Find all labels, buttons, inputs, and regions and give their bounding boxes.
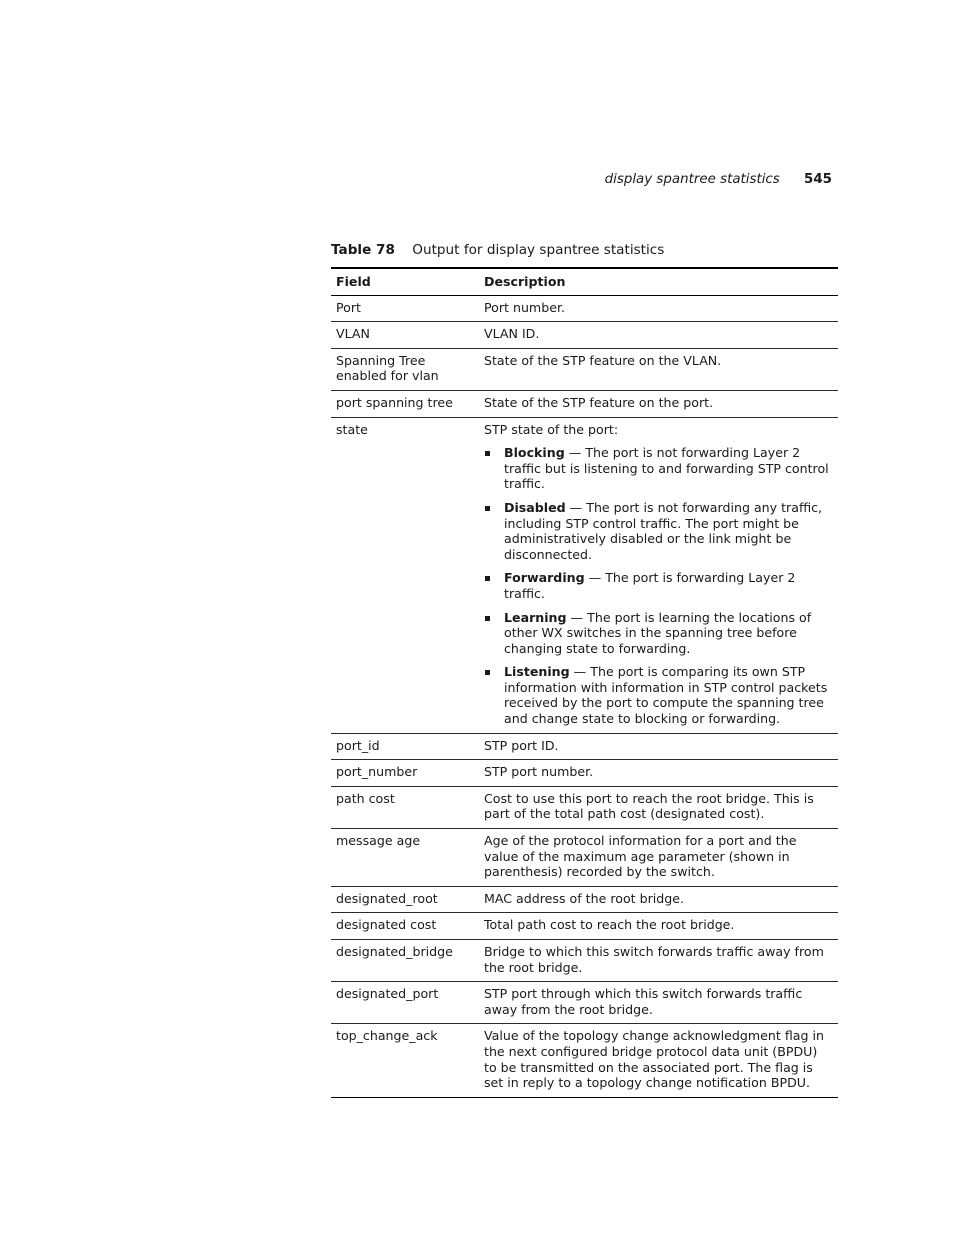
state-term: Blocking [504, 445, 565, 461]
state-list [484, 445, 833, 727]
field-cell: path cost [331, 786, 479, 828]
description-cell: Age of the protocol information for a port and the value of the maximum age parameter (shown in parenthesis) recorded by the switch. [479, 829, 838, 887]
table-row [331, 733, 838, 760]
state-term: Learning [504, 609, 567, 625]
table-row [331, 829, 838, 887]
table-caption-text: Output for display spantree statistics [412, 242, 665, 258]
description-cell: Value of the topology change acknowledgment flag in the next configured bridge protocol data unit (BPDU) to be transmitted on the associated port. The flag is set in reply to a topology change notification BPDU. [479, 1024, 838, 1097]
table-row [331, 417, 838, 733]
table-row [331, 390, 838, 417]
field-cell: state [331, 417, 479, 733]
page-number: 545 [804, 172, 832, 187]
field-cell: VLAN [331, 322, 479, 349]
list-item [484, 664, 833, 726]
state-term: Listening [504, 664, 570, 680]
field-cell: port_number [331, 760, 479, 787]
description-cell: STP port number. [479, 760, 838, 787]
description-cell: State of the STP feature on the VLAN. [479, 348, 838, 390]
table-row [331, 786, 838, 828]
table-row [331, 348, 838, 390]
description-intro: STP state of the port: [484, 421, 619, 437]
table-row [331, 322, 838, 349]
state-text: — The port is not forwarding any traffic, including STP control traffic. The port might be administratively disabled or the link might be disconnected. [504, 499, 823, 562]
field-cell: port spanning tree [331, 390, 479, 417]
state-term: Forwarding [504, 570, 585, 586]
state-text: — The port is comparing its own STP information with information in STP control packets received by the port to compute the spanning tree and change state to blocking or forwarding. [504, 664, 828, 727]
field-cell: designated_port [331, 982, 479, 1024]
description-cell: Bridge to which this switch forwards traffic away from the root bridge. [479, 940, 838, 982]
field-cell: top_change_ack [331, 1024, 479, 1097]
table-row [331, 886, 838, 913]
state-text: — The port is learning the locations of other WX switches in the spanning tree before changing state to forwarding. [504, 609, 812, 656]
field-cell: designated_root [331, 886, 479, 913]
description-cell: State of the STP feature on the port. [479, 390, 838, 417]
description-cell: MAC address of the root bridge. [479, 886, 838, 913]
field-cell: designated_bridge [331, 940, 479, 982]
description-cell: Cost to use this port to reach the root bridge. This is part of the total path cost (designated cost). [479, 786, 838, 828]
table-caption-label: Table 78 [331, 242, 395, 258]
list-item [484, 570, 833, 601]
description-cell: Port number. [479, 295, 838, 322]
description-cell: Total path cost to reach the root bridge. [479, 913, 838, 940]
table-row [331, 940, 838, 982]
list-item [484, 610, 833, 657]
table-row [331, 982, 838, 1024]
description-cell: VLAN ID. [479, 322, 838, 349]
state-term: Disabled [504, 499, 566, 515]
table-row [331, 1024, 838, 1097]
field-cell: message age [331, 829, 479, 887]
state-text: — The port is not forwarding Layer 2 traffic but is listening to and forwarding STP control traffic. [504, 445, 829, 492]
field-cell: Spanning Tree enabled for vlan [331, 348, 479, 390]
running-header [605, 171, 832, 189]
table-header-row [331, 268, 838, 295]
column-header-field: Field [331, 268, 479, 295]
list-item [484, 500, 833, 562]
field-cell: Port [331, 295, 479, 322]
description-cell: STP port through which this switch forwards traffic away from the root bridge. [479, 982, 838, 1024]
state-text: — The port is forwarding Layer 2 traffic. [504, 570, 796, 601]
running-header-title: display spantree statistics [604, 172, 780, 187]
output-fields-table [331, 267, 838, 1098]
field-cell: designated cost [331, 913, 479, 940]
table-row [331, 913, 838, 940]
field-cell: port_id [331, 733, 479, 760]
description-cell: STP port ID. [479, 733, 838, 760]
list-item [484, 445, 833, 492]
table-row [331, 295, 838, 322]
description-cell [479, 417, 838, 733]
table-caption [331, 241, 664, 259]
column-header-description: Description [479, 268, 838, 295]
table-row [331, 760, 838, 787]
